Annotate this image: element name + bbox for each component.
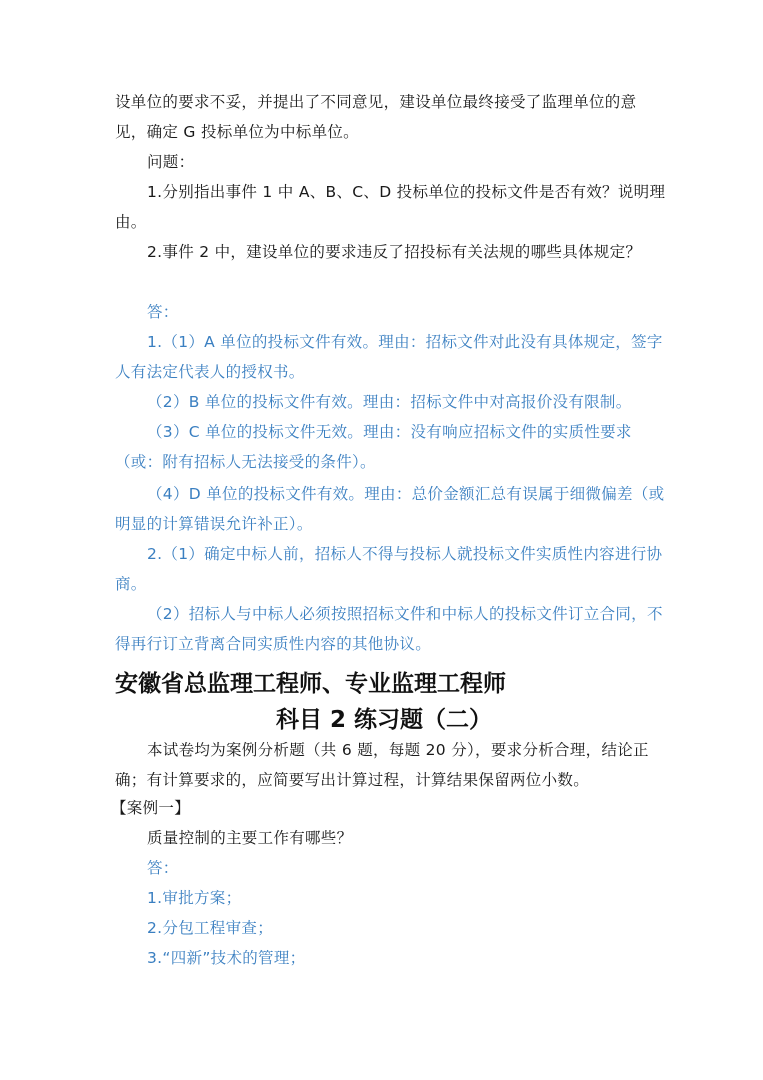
question-2: 2.事件 2 中，建设单位的要求违反了招投标有关法规的哪些具体规定？ <box>147 243 642 261</box>
question-1: 1.分别指出事件 1 中 A、B、C、D 投标单位的投标文件是否有效？说明理 <box>147 183 666 201</box>
case-answer-item: 1.审批方案； <box>147 889 242 907</box>
context-line-2: 见，确定 G 投标单位为中标单位。 <box>115 123 359 141</box>
case-answer-item: 3.“四新”技术的管理； <box>147 949 306 967</box>
answer-line: 2.（1）确定中标人前，招标人不得与投标人就投标文件实质性内容进行协 <box>147 545 663 563</box>
answer-line: （2）B 单位的投标文件有效。理由：招标文件中对高报价没有限制。 <box>147 393 632 411</box>
answer-line: （2）招标人与中标人必须按照招标文件和中标人的投标文件订立合同，不 <box>147 605 663 623</box>
exam-subtitle: 科目 2 练习题（二） <box>276 707 493 733</box>
instruction-line-2: 确；有计算要求的，应简要写出计算过程，计算结果保留两位小数。 <box>115 771 590 789</box>
answer-line: （4）D 单位的投标文件有效。理由：总价金额汇总有误属于细微偏差（或 <box>147 485 665 503</box>
context-line-1: 设单位的要求不妥，并提出了不同意见，建设单位最终接受了监理单位的意 <box>115 93 637 111</box>
answer-line: 得再行订立背离合同实质性内容的其他协议。 <box>115 635 432 653</box>
answer-line: （或：附有招标人无法接受的条件）。 <box>115 453 376 471</box>
questions-label: 问题： <box>147 153 195 171</box>
answer-line: 1.（1）A 单位的投标文件有效。理由：招标文件对此没有具体规定，签字 <box>147 333 663 351</box>
case-heading: 【案例一】 <box>111 799 191 817</box>
case-question: 质量控制的主要工作有哪些？ <box>147 829 353 847</box>
answer-line: 人有法定代表人的授权书。 <box>115 363 305 381</box>
answer-label: 答： <box>147 303 179 321</box>
exam-title: 安徽省总监理工程师、专业监理工程师 <box>115 671 506 697</box>
case-answer-item: 2.分包工程审查； <box>147 919 273 937</box>
instruction-line-1: 本试卷均为案例分析题（共 6 题，每题 20 分），要求分析合理，结论正 <box>147 741 649 759</box>
question-1-cont: 由。 <box>115 213 147 231</box>
answer-line: （3）C 单位的投标文件无效。理由：没有响应招标文件的实质性要求 <box>147 423 632 441</box>
answer-line: 商。 <box>115 575 147 593</box>
answer-line: 明显的计算错误允许补正）。 <box>115 515 313 533</box>
case-answer-label: 答： <box>147 859 179 877</box>
